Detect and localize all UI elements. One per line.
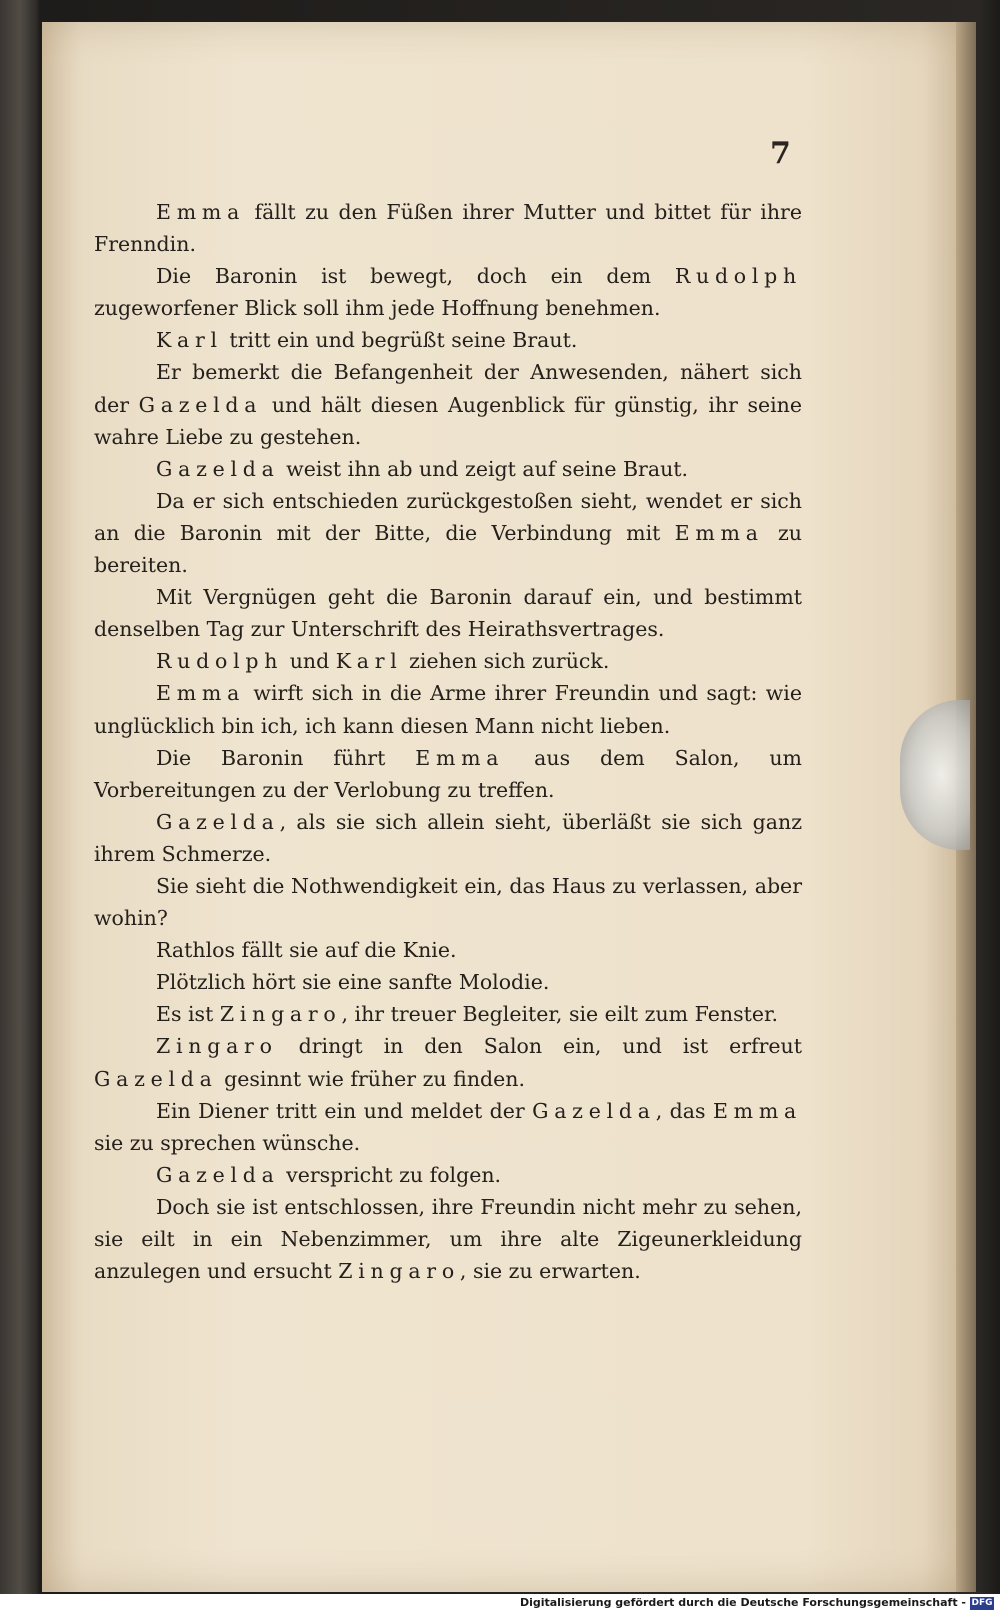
character-name: Emma xyxy=(156,200,246,224)
character-name: Gazelda xyxy=(156,809,280,834)
paragraph-text: , ihr treuer Begleiter, sie eilt zum Fenster. xyxy=(341,1002,779,1027)
character-name: Gazelda xyxy=(94,1066,218,1091)
paragraph-text: zu bereiten. xyxy=(94,520,802,578)
paragraph xyxy=(94,966,802,998)
paragraph xyxy=(94,260,802,324)
dfg-logo: DFG xyxy=(971,1598,993,1608)
paragraph xyxy=(94,1095,802,1159)
paragraph-text: Es ist xyxy=(156,1002,220,1027)
character-name: Zingaro xyxy=(338,1259,460,1284)
paragraph-text: zugeworfener Blick soll ihm jede Hoffnung benehmen. xyxy=(94,296,661,321)
paragraph-text: verspricht zu folgen. xyxy=(279,1162,502,1187)
character-name: Gazelda xyxy=(156,1162,280,1187)
character-name: Emma xyxy=(156,681,246,706)
paragraph xyxy=(94,677,802,741)
paragraph-text: gesinnt wie früher zu finden. xyxy=(217,1066,525,1091)
character-name: Gazelda xyxy=(156,456,280,481)
paragraph xyxy=(94,356,802,452)
paragraph xyxy=(94,645,802,677)
paragraph xyxy=(94,453,802,485)
paragraph xyxy=(94,485,802,581)
paragraph xyxy=(94,1159,802,1191)
character-name: Gazelda xyxy=(532,1098,656,1123)
paragraph xyxy=(94,196,802,260)
paragraph-text: Rathlos fällt sie auf die Knie. xyxy=(156,938,457,963)
paragraph xyxy=(94,1030,802,1094)
character-name: Emma xyxy=(674,520,764,545)
paragraph-text: , das xyxy=(655,1098,713,1123)
paragraph-text: dringt in den Salon ein, und ist erfreut xyxy=(277,1034,802,1059)
character-name: Zingaro xyxy=(156,1034,278,1059)
paragraph xyxy=(94,870,802,934)
paragraph xyxy=(94,581,802,645)
paragraph xyxy=(94,324,802,356)
paragraph-text: Ein Diener tritt ein und meldet der xyxy=(156,1098,533,1123)
character-name: Emma xyxy=(415,745,505,770)
paragraph-text: und xyxy=(283,649,336,674)
paragraph-text: wirft sich in die Arme ihrer Freundin und sagt: wie unglücklich bin ich, ich kann diesen Mann nicht lieben. xyxy=(94,681,802,738)
paragraph-text: Die Baronin ist bewegt, doch ein dem xyxy=(156,264,675,289)
paragraph-text: und hält diesen Augenblick für günstig, ihr seine wahre Liebe zu gestehen. xyxy=(94,392,802,449)
paragraph-text: Er bemerkt die Befangenheit der Anwesenden, nähert sich der xyxy=(94,360,802,417)
paragraph xyxy=(94,1191,802,1287)
character-name: Karl xyxy=(335,649,403,674)
paragraph xyxy=(94,742,802,806)
paragraph xyxy=(94,934,802,966)
paragraph-text: , als sie sich allein sieht, überläßt sie sich ganz ihrem Schmerze. xyxy=(94,809,802,866)
paragraph-text: tritt ein und begrüßt seine Braut. xyxy=(222,328,578,353)
paragraph-text: Mit Vergnügen geht die Baronin darauf ein, und bestimmt denselben Tag zur Unterschrift des Heirathsvertrages. xyxy=(94,585,802,642)
character-name: Rudolph xyxy=(674,264,802,289)
paragraph xyxy=(94,806,802,870)
paragraph-text: Die Baronin führt xyxy=(156,745,416,770)
paragraph-text: sie zu sprechen wünsche. xyxy=(94,1130,361,1155)
character-name: Gazelda xyxy=(138,392,263,417)
paragraph-text: , sie zu erwarten. xyxy=(459,1259,641,1284)
paragraph-text: fällt zu den Füßen ihrer Mutter und bittet für ihre Frenndin. xyxy=(94,200,802,257)
paragraph-text: weist ihn ab und zeigt auf seine Braut. xyxy=(279,456,689,481)
paragraph-text: aus dem Salon, um Vorbereitungen zu der Verlobung zu treffen. xyxy=(94,745,802,802)
page-number: 7 xyxy=(770,136,791,171)
paragraph-text: ziehen sich zurück. xyxy=(402,649,610,674)
paragraph xyxy=(94,998,802,1030)
body-text xyxy=(94,196,802,1287)
footer-credit: Digitalisierung gefördert durch die Deutsche Forschungsgemeinschaft - xyxy=(519,1596,966,1609)
character-name: Rudolph xyxy=(156,649,284,674)
character-name: Zingaro xyxy=(219,1002,342,1027)
paragraph-text: Plötzlich hört sie eine sanfte Molodie. xyxy=(156,970,550,995)
character-name: Emma xyxy=(712,1098,802,1123)
paragraph-text: Da er sich entschieden zurückgestoßen sieht, wendet er sich an die Baronin mit der Bitte, die Verbindung mit xyxy=(94,488,802,545)
character-name: Karl xyxy=(156,328,223,353)
paragraph-text: Doch sie ist entschlossen, ihre Freundin nicht mehr zu sehen, sie eilt in ein Nebenzimmer, um ihre alte Zigeunerkleidung anzulegen und ersucht xyxy=(94,1194,802,1284)
paragraph-text: Sie sieht die Nothwendigkeit ein, das Haus zu verlassen, aber wohin? xyxy=(94,873,802,931)
